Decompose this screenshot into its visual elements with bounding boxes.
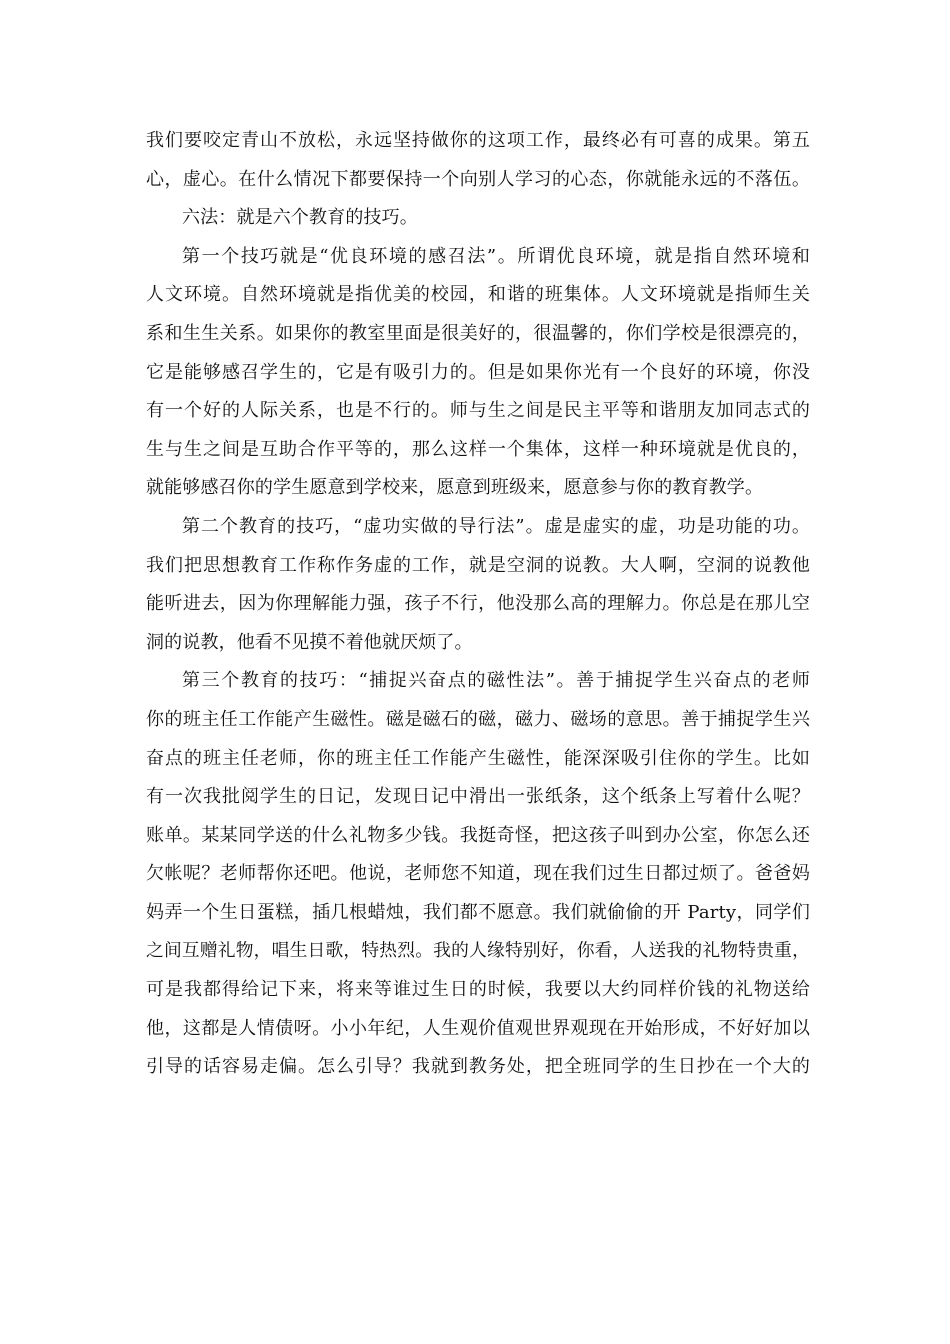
document-body-text xyxy=(146,122,810,1087)
text-line: 生与生之间是互助合作平等的，那么这样一个集体，这样一种环境就是优良的， xyxy=(146,438,810,460)
text-line: 人文环境。自然环境就是指优美的校园，和谐的班集体。人文环境就是指师生关 xyxy=(146,284,810,306)
text-line: 我们把思想教育工作称作务虚的工作，就是空洞的说教。大人啊，空洞的说教他 xyxy=(146,554,810,576)
text-line: 引导的话容易走偏。怎么引导？我就到教务处，把全班同学的生日抄在一个大的 xyxy=(146,1056,810,1078)
text-line: 有一个好的人际关系，也是不行的。师与生之间是民主平等和谐朋友加同志式的 xyxy=(146,400,810,422)
text-line: 奋点的班主任老师，你的班主任工作能产生磁性，能深深吸引住你的学生。比如 xyxy=(146,747,810,769)
text-line: 系和生生关系。如果你的教室里面是很美好的，很温馨的，你们学校是很漂亮的， xyxy=(146,322,810,344)
text-line: 它是能够感召学生的，它是有吸引力的。但是如果你光有一个良好的环境，你没 xyxy=(146,361,810,383)
text-line: 第三个教育的技巧：“捕捉兴奋点的磁性法”。善于捕捉学生兴奋点的老师 xyxy=(182,670,810,692)
text-line: 妈弄一个生日蛋糕，插几根蜡烛，我们都不愿意。我们就偷偷的开 Party，同学们 xyxy=(146,901,810,923)
text-line: 心，虚心。在什么情况下都要保持一个向别人学习的心态，你就能永远的不落伍。 xyxy=(146,168,810,190)
text-line: 洞的说教，他看不见摸不着他就厌烦了。 xyxy=(146,631,473,653)
text-line: 就能够感召你的学生愿意到学校来，愿意到班级来，愿意参与你的教育教学。 xyxy=(146,477,764,499)
text-line: 欠帐呢？老师帮你还吧。他说，老师您不知道，现在我们过生日都过烦了。爸爸妈 xyxy=(146,863,810,885)
text-line: 第一个技巧就是“优良环境的感召法”。所谓优良环境，就是指自然环境和 xyxy=(182,245,810,267)
text-line: 你的班主任工作能产生磁性。磁是磁石的磁，磁力、磁场的意思。善于捕捉学生兴 xyxy=(146,708,810,730)
text-line: 之间互赠礼物，唱生日歌，特热烈。我的人缘特别好，你看，人送我的礼物特贵重， xyxy=(146,941,810,962)
text-line: 可是我都得给记下来，将来等谁过生日的时候，我要以大约同样价钱的礼物送给 xyxy=(146,979,810,1001)
text-line: 我们要咬定青山不放松，永远坚持做你的这项工作，最终必有可喜的成果。第五 xyxy=(146,130,810,151)
text-line: 六法：就是六个教育的技巧。 xyxy=(182,207,418,229)
text-line: 他，这都是人情债呀。小小年纪，人生观价值观世界观现在开始形成，不好好加以 xyxy=(146,1017,810,1039)
text-line: 有一次我批阅学生的日记，发现日记中滑出一张纸条，这个纸条上写着什么呢？ xyxy=(146,786,810,808)
text-line: 第二个教育的技巧，“虚功实做的导行法”。虚是虚实的虚，功是功能的功。 xyxy=(182,515,810,537)
text-line: 能听进去，因为你理解能力强，孩子不行，他没那么高的理解力。你总是在那儿空 xyxy=(146,593,810,615)
text-line: 账单。某某同学送的什么礼物多少钱。我挺奇怪，把这孩子叫到办公室，你怎么还 xyxy=(146,824,810,846)
